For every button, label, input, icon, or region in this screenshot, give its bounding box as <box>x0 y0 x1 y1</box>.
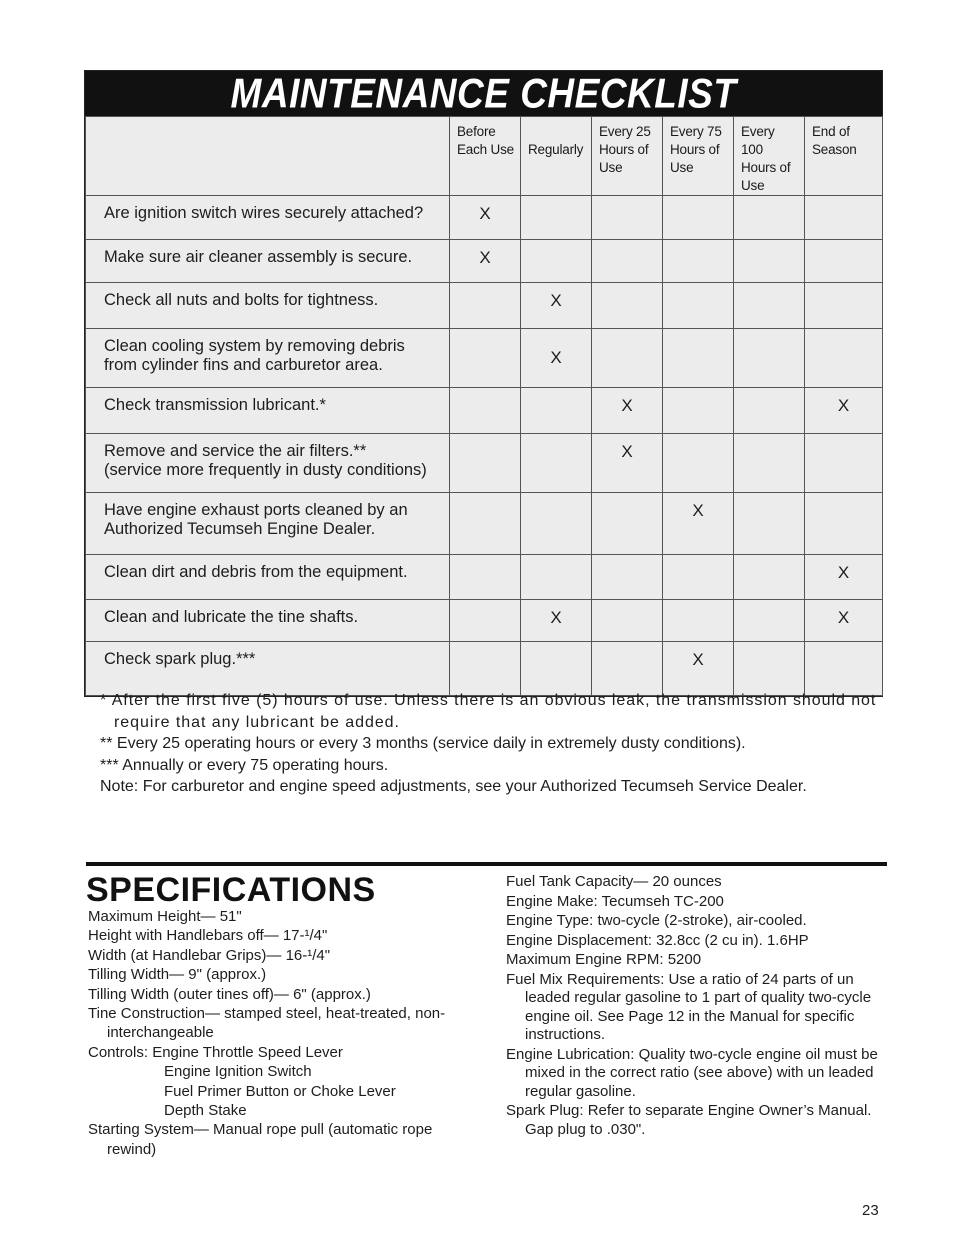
checklist-cell-every-25-hours <box>592 283 663 329</box>
checklist-mark: X <box>550 291 562 310</box>
checklist-cell-every-25-hours <box>592 493 663 555</box>
checklist-task-line: Clean cooling system by removing debris <box>104 337 405 355</box>
checklist-task <box>86 196 450 240</box>
checklist-cell-every-100-hours <box>734 434 805 493</box>
spec-control-ignition: Engine Ignition Switch <box>164 1063 312 1081</box>
checklist-row <box>86 493 883 555</box>
checklist-cell-every-100-hours <box>734 283 805 329</box>
checklist-cell-every-100-hours <box>734 388 805 434</box>
checklist-task <box>86 240 450 283</box>
column-header-line: Before <box>457 124 496 139</box>
specifications-title: SPECIFICATIONS <box>86 871 376 909</box>
checklist-row <box>86 329 883 388</box>
checklist-row <box>86 555 883 600</box>
checklist-task-line: Check transmission lubricant.* <box>104 396 326 414</box>
column-header-end-of-season <box>805 117 883 196</box>
checklist-cell-before-each-use <box>450 434 521 493</box>
spec-engine-displacement: Engine Displacement: 32.8cc (2 cu in). 1.6HP <box>506 931 809 949</box>
checklist-cell-regularly <box>521 555 592 600</box>
header-blank-cell <box>86 117 450 196</box>
checklist-cell-regularly <box>521 283 592 329</box>
checklist-task <box>86 642 450 696</box>
spec-engine-type: Engine Type: two-cycle (2-stroke), air-cooled. <box>506 912 807 930</box>
checklist-cell-end-of-season <box>805 642 883 696</box>
maintenance-checklist <box>84 70 883 697</box>
checklist-mark: X <box>479 248 491 267</box>
spec-engine-make: Engine Make: Tecumseh TC-200 <box>506 892 724 910</box>
checklist-task <box>86 388 450 434</box>
specifications-rule <box>86 862 887 866</box>
checklist-cell-end-of-season <box>805 388 883 434</box>
checklist-header-row <box>86 117 883 196</box>
checklist-cell-every-25-hours <box>592 434 663 493</box>
column-header-every-25-hours <box>592 117 663 196</box>
checklist-cell-end-of-season <box>805 329 883 388</box>
checklist-task-line: (service more frequently in dusty conditions) <box>104 461 427 479</box>
checklist-task-line: Clean dirt and debris from the equipment. <box>104 563 408 581</box>
spec-width-grips: Width (at Handlebar Grips)— 16-¹/4" <box>88 946 331 964</box>
column-header-line: Hours of <box>599 142 649 157</box>
checklist-table <box>85 116 883 696</box>
spec-tilling-width: Tilling Width— 9" (approx.) <box>88 966 267 984</box>
spec-control-primer: Fuel Primer Button or Choke Lever <box>164 1082 396 1100</box>
column-header-line: Use <box>670 160 694 175</box>
column-header-line: Use <box>741 178 765 193</box>
checklist-row <box>86 434 883 493</box>
checklist-cell-every-75-hours <box>663 388 734 434</box>
checklist-cell-before-each-use <box>450 600 521 642</box>
checklist-row <box>86 600 883 642</box>
checklist-task <box>86 600 450 642</box>
checklist-cell-end-of-season <box>805 196 883 240</box>
spec-starting-system: Starting System— Manual rope pull (automatic rope rewind) <box>88 1121 433 1158</box>
checklist-cell-before-each-use <box>450 493 521 555</box>
column-header-line: Hours of <box>670 142 720 157</box>
checklist-row <box>86 283 883 329</box>
specifications-left-column <box>88 907 448 1159</box>
specifications-right-column <box>506 873 886 1140</box>
column-header-regularly <box>521 117 592 196</box>
checklist-cell-every-100-hours <box>734 329 805 388</box>
checklist-cell-regularly <box>521 600 592 642</box>
spec-fuel-tank: Fuel Tank Capacity— 20 ounces <box>506 873 722 890</box>
spec-control-depth-stake: Depth Stake <box>164 1102 247 1120</box>
checklist-cell-every-25-hours <box>592 240 663 283</box>
checklist-cell-before-each-use <box>450 283 521 329</box>
column-header-every-75-hours <box>663 117 734 196</box>
checklist-cell-every-75-hours <box>663 493 734 555</box>
column-header-line: Every 100 <box>741 124 775 157</box>
column-header-line: Every 25 <box>599 124 651 139</box>
checklist-cell-every-25-hours <box>592 555 663 600</box>
checklist-row <box>86 642 883 696</box>
checklist-title <box>85 71 882 116</box>
checklist-task-line: Check all nuts and bolts for tightness. <box>104 291 379 309</box>
checklist-cell-end-of-season <box>805 283 883 329</box>
checklist-cell-every-75-hours <box>663 329 734 388</box>
checklist-cell-every-25-hours <box>592 642 663 696</box>
spec-fuel-mix: Fuel Mix Requirements: Use a ratio of 24 parts of un leaded regular gasoline to 1 part of quality two-cycle engine oil. See Page 12 in the Manual for specific instructions. <box>506 970 872 1044</box>
checklist-cell-before-each-use <box>450 388 521 434</box>
checklist-cell-every-75-hours <box>663 196 734 240</box>
checklist-row <box>86 388 883 434</box>
checklist-cell-before-each-use <box>450 642 521 696</box>
checklist-cell-regularly <box>521 240 592 283</box>
checklist-task-line: Authorized Tecumseh Engine Dealer. <box>104 520 376 538</box>
checklist-cell-every-25-hours <box>592 329 663 388</box>
checklist-cell-regularly <box>521 493 592 555</box>
spec-tilling-width-outer: Tilling Width (outer tines off)— 6" (approx.) <box>88 985 371 1003</box>
checklist-task-line: from cylinder fins and carburetor area. <box>104 356 383 374</box>
checklist-cell-regularly <box>521 434 592 493</box>
spec-controls: Controls: Engine Throttle Speed Lever <box>88 1043 343 1061</box>
spec-tine-construction: Tine Construction— stamped steel, heat-treated, non-interchangeable <box>88 1005 446 1042</box>
checklist-task-line: Remove and service the air filters.** <box>104 442 367 460</box>
checklist-cell-every-25-hours <box>592 600 663 642</box>
checklist-task-line: Clean and lubricate the tine shafts. <box>104 608 359 626</box>
checklist-cell-every-100-hours <box>734 240 805 283</box>
checklist-task <box>86 434 450 493</box>
checklist-cell-regularly <box>521 329 592 388</box>
column-header-every-100-hours <box>734 117 805 196</box>
spec-max-height: Maximum Height— 51" <box>88 908 242 925</box>
checklist-mark: X <box>837 563 850 582</box>
checklist-footnotes <box>100 690 890 798</box>
checklist-cell-before-each-use <box>450 240 521 283</box>
checklist-mark: X <box>621 442 633 461</box>
checklist-cell-every-100-hours <box>734 600 805 642</box>
checklist-cell-every-100-hours <box>734 642 805 696</box>
footnote-spark-plug: *** Annually or every 75 operating hours. <box>100 756 389 774</box>
checklist-task-line: Make sure air cleaner assembly is secure. <box>104 248 413 266</box>
checklist-cell-every-75-hours <box>663 555 734 600</box>
spec-height-handlebars-off: Height with Handlebars off— 17-¹/4" <box>88 927 328 945</box>
checklist-task <box>86 283 450 329</box>
checklist-cell-every-75-hours <box>663 642 734 696</box>
checklist-mark: X <box>550 348 562 367</box>
column-header-line: Every 75 <box>670 124 722 139</box>
checklist-cell-end-of-season <box>805 434 883 493</box>
checklist-mark: X <box>692 501 704 520</box>
checklist-mark: X <box>837 396 850 415</box>
checklist-cell-every-75-hours <box>663 600 734 642</box>
checklist-task <box>86 329 450 388</box>
checklist-task-line: Have engine exhaust ports cleaned by an <box>104 501 408 519</box>
checklist-mark: X <box>550 608 562 627</box>
checklist-cell-end-of-season <box>805 555 883 600</box>
column-header-line: Regularly <box>528 142 584 157</box>
checklist-cell-every-75-hours <box>663 240 734 283</box>
spec-max-rpm: Maximum Engine RPM: 5200 <box>506 951 702 969</box>
checklist-task <box>86 493 450 555</box>
checklist-cell-every-75-hours <box>663 434 734 493</box>
checklist-mark: X <box>692 650 704 669</box>
column-header-line: End of <box>812 124 850 139</box>
spec-engine-lubrication: Engine Lubrication: Quality two-cycle engine oil must be mixed in the correct ratio (see above) with un leaded regular gasoline. <box>506 1045 878 1100</box>
checklist-cell-every-100-hours <box>734 493 805 555</box>
footnote-air-filter: ** Every 25 operating hours or every 3 months (service daily in extremely dusty conditions). <box>100 735 746 752</box>
checklist-cell-before-each-use <box>450 555 521 600</box>
checklist-cell-regularly <box>521 196 592 240</box>
checklist-cell-every-25-hours <box>592 388 663 434</box>
checklist-cell-regularly <box>521 388 592 434</box>
column-header-line: Each Use <box>457 142 514 157</box>
checklist-cell-before-each-use <box>450 329 521 388</box>
page-number: 23 <box>862 1202 879 1219</box>
column-header-line: Hours of <box>741 160 791 175</box>
checklist-cell-every-25-hours <box>592 196 663 240</box>
checklist-mark: X <box>621 396 633 415</box>
checklist-mark: X <box>837 608 850 627</box>
checklist-title-text: MAINTENANCE CHECKLIST <box>230 69 737 116</box>
checklist-cell-before-each-use <box>450 196 521 240</box>
checklist-mark: X <box>479 204 491 223</box>
column-header-before-each-use <box>450 117 521 196</box>
checklist-task <box>86 555 450 600</box>
checklist-row <box>86 196 883 240</box>
checklist-cell-regularly <box>521 642 592 696</box>
footnote-transmission: * After the first five (5) hours of use. Unless there is an obvious leak, the transmission should not require that any lubricant be added. <box>100 692 877 731</box>
column-header-line: Season <box>812 142 857 157</box>
checklist-cell-end-of-season <box>805 240 883 283</box>
checklist-cell-every-100-hours <box>734 555 805 600</box>
checklist-task-line: Check spark plug.*** <box>104 650 256 668</box>
checklist-cell-end-of-season <box>805 600 883 642</box>
footnote-carburetor-note: Note: For carburetor and engine speed adjustments, see your Authorized Tecumseh Service Dealer. <box>100 778 807 795</box>
checklist-cell-every-100-hours <box>734 196 805 240</box>
spec-spark-plug: Spark Plug: Refer to separate Engine Owner’s Manual. Gap plug to .030". <box>506 1102 872 1138</box>
column-header-line: Use <box>599 160 623 175</box>
checklist-cell-end-of-season <box>805 493 883 555</box>
checklist-cell-every-75-hours <box>663 283 734 329</box>
checklist-row <box>86 240 883 283</box>
checklist-task-line: Are ignition switch wires securely attached? <box>104 204 424 222</box>
